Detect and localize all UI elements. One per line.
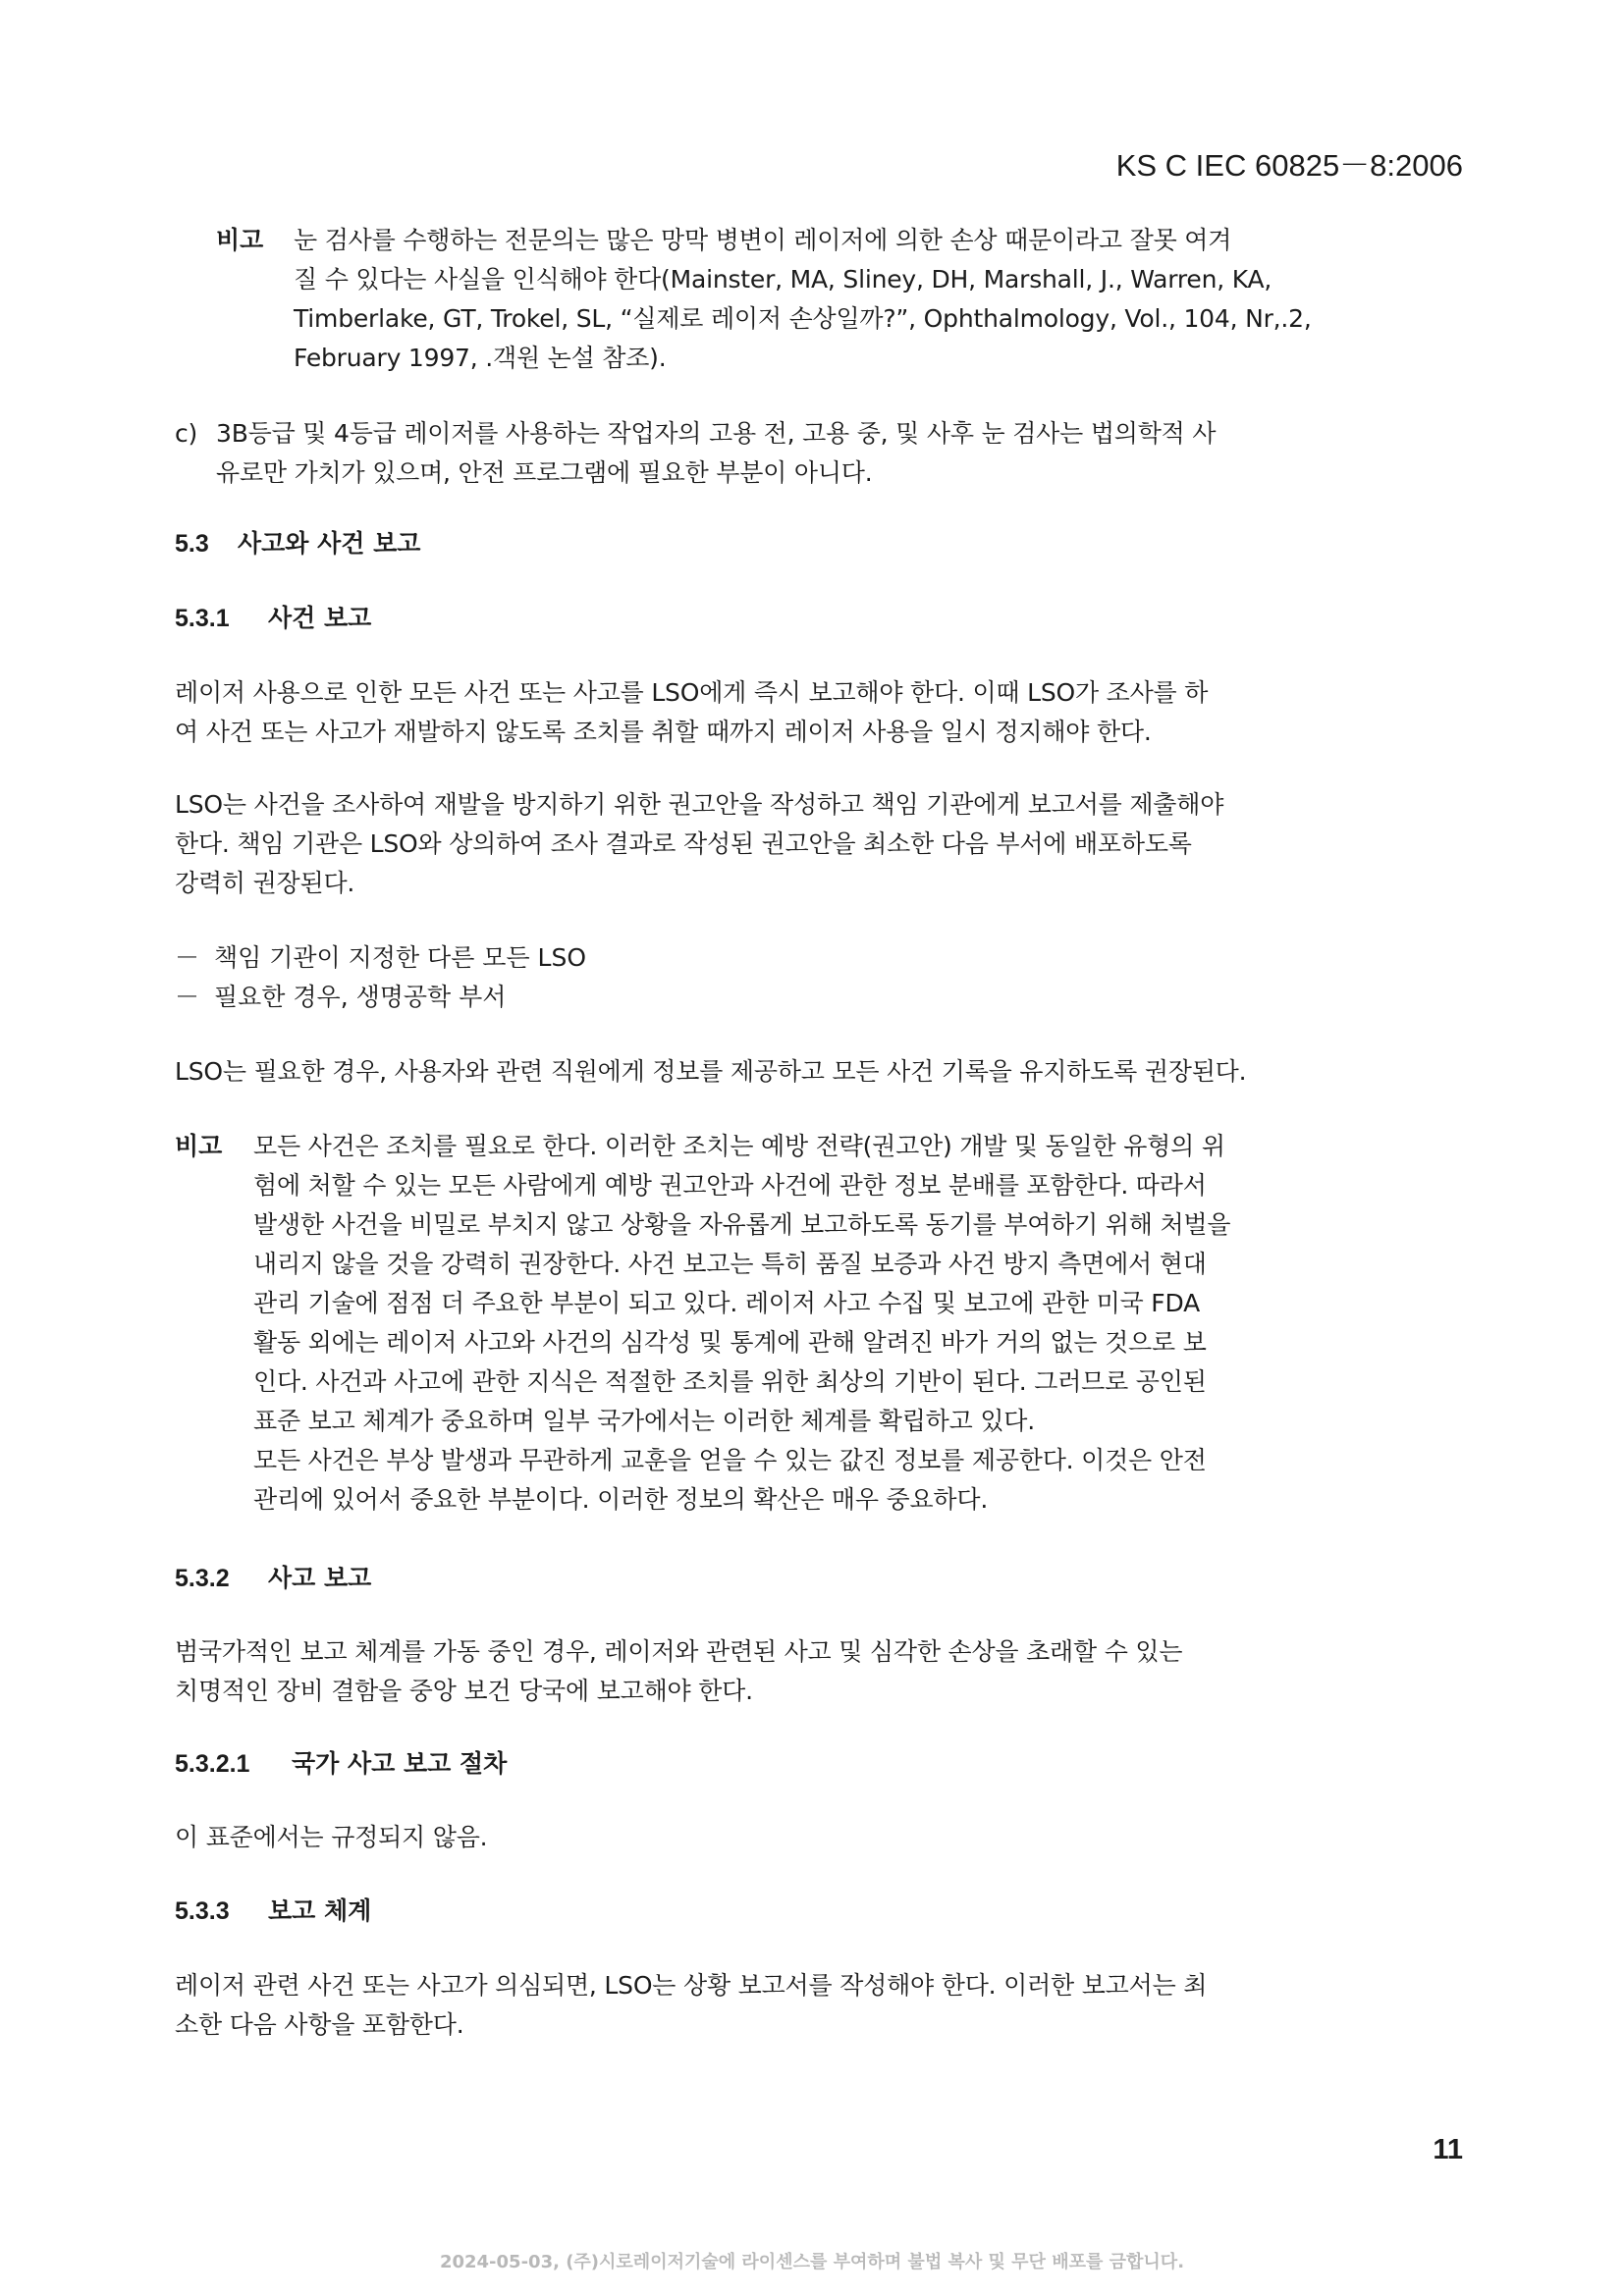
paragraph-line: 한다. 책임 기관은 LSO와 상의하여 조사 결과로 작성된 권고안을 최소한 다음 부서에 배포하도록	[175, 829, 1192, 858]
paragraph-line: 레이저 사용으로 인한 모든 사건 또는 사고를 LSO에게 즉시 보고해야 한다. 이때 LSO가 조사를 하	[175, 678, 1209, 707]
paragraph-not-specified: 이 표준에서는 규정되지 않음.	[175, 1823, 488, 1851]
paragraph-accident-report	[175, 1632, 1463, 1711]
paragraph-lso-records: LSO는 필요한 경우, 사용자와 관련 직원에게 정보를 제공하고 모든 사건 기록을 유지하도록 권장된다.	[175, 1057, 1247, 1086]
paragraph-lso-investigation	[175, 785, 1463, 903]
paragraph-line: LSO는 사건을 조사하여 재발을 방지하기 위한 권고안을 작성하고 책임 기관에게 보고서를 제출해야	[175, 790, 1224, 819]
note-line: 발생한 사건을 비밀로 부치지 않고 상황을 자유롭게 보고하도록 동기를 부여하기 위해 처벌을	[253, 1210, 1231, 1239]
paragraph-reporting-system	[175, 1966, 1463, 2045]
item-c-text	[216, 414, 1463, 493]
note-line: 모든 사건은 부상 발생과 무관하게 교훈을 얻을 수 있는 값진 정보를 제공한다. 이것은 안전	[253, 1446, 1207, 1474]
license-footer: 2024-05-03, (주)시로레이저기술에 라이센스를 부여하며 불법 복사 및 무단 배포를 금합니다.	[439, 2252, 1185, 2272]
item-line: 3B등급 및 4등급 레이저를 사용하는 작업자의 고용 전, 고용 중, 및 사후 눈 검사는 법의학적 사	[216, 419, 1217, 448]
note-line: 인다. 사건과 사고에 관한 지식은 적절한 조치를 위한 최상의 기반이 된다. 그러므로 공인된	[253, 1367, 1207, 1396]
section-heading-5-3-2-1	[175, 1744, 507, 1784]
note-label: 비고	[175, 1132, 223, 1160]
list-dash: －	[175, 943, 200, 972]
item-line: 유로만 가치가 있으며, 안전 프로그램에 필요한 부분이 아니다.	[216, 458, 873, 487]
paragraph-line: 강력히 권장된다.	[175, 869, 355, 897]
note-label: 비고	[216, 226, 264, 254]
note-line: 관리 기술에 점점 더 주요한 부분이 되고 있다. 레이저 사고 수집 및 보고에 관한 미국 FDA	[253, 1289, 1200, 1317]
section-heading-5-3-1	[175, 599, 371, 638]
section-title: 사고 보고	[268, 1564, 372, 1592]
note-2-text	[253, 1127, 1463, 1520]
note-1-text	[294, 221, 1463, 378]
list-item	[175, 938, 586, 978]
note-line: Timberlake, GT, Trokel, SL, “실제로 레이저 손상일까?”, Ophthalmology, Vol., 104, Nr,.2,	[294, 304, 1312, 333]
page-number: 11	[1433, 2134, 1463, 2165]
note-line: 활동 외에는 레이저 사고와 사건의 심각성 및 통계에 관해 알려진 바가 거의 없는 것으로 보	[253, 1328, 1207, 1357]
list-item	[175, 978, 506, 1017]
standard-code-header: KS C IEC 60825－8:2006	[1115, 148, 1463, 183]
section-title: 보고 체계	[268, 1896, 372, 1925]
paragraph-incident-report	[175, 673, 1463, 752]
section-number: 5.3.3	[175, 1897, 230, 1925]
note-line: 표준 보고 체계가 중요하며 일부 국가에서는 이러한 체계를 확립하고 있다.	[253, 1407, 1035, 1435]
note-line: 관리에 있어서 중요한 부분이다. 이러한 정보의 확산은 매우 중요하다.	[253, 1485, 989, 1514]
section-number: 5.3.2	[175, 1565, 230, 1592]
note-line: 모든 사건은 조치를 필요로 한다. 이러한 조치는 예방 전략(권고안) 개발 및 동일한 유형의 위	[253, 1132, 1225, 1160]
note-line: February 1997, .객원 논설 참조).	[294, 344, 667, 372]
list-dash: －	[175, 983, 200, 1011]
paragraph-line: 레이저 관련 사건 또는 사고가 의심되면, LSO는 상황 보고서를 작성해야 한다. 이러한 보고서는 최	[175, 1971, 1208, 2000]
note-line: 눈 검사를 수행하는 전문의는 많은 망막 병변이 레이저에 의한 손상 때문이라고 잘못 여겨	[294, 226, 1232, 254]
section-title: 국가 사고 보고 절차	[292, 1749, 508, 1778]
list-item-text: 책임 기관이 지정한 다른 모든 LSO	[214, 943, 587, 972]
section-title: 사고와 사건 보고	[238, 529, 421, 558]
section-title: 사건 보고	[268, 604, 372, 632]
section-heading-5-3-2	[175, 1559, 371, 1598]
paragraph-line: 소한 다음 사항을 포함한다.	[175, 2010, 464, 2039]
note-line: 험에 처할 수 있는 모든 사람에게 예방 권고안과 사건에 관한 정보 분배를 포함한다. 따라서	[253, 1171, 1207, 1200]
item-c-label: c)	[175, 419, 198, 448]
section-number: 5.3	[175, 530, 209, 558]
paragraph-line: 범국가적인 보고 체계를 가동 중인 경우, 레이저와 관련된 사고 및 심각한 손상을 초래할 수 있는	[175, 1637, 1183, 1666]
list-item-text: 필요한 경우, 생명공학 부서	[214, 983, 507, 1011]
paragraph-line: 치명적인 장비 결함을 중앙 보건 당국에 보고해야 한다.	[175, 1677, 753, 1705]
section-number: 5.3.2.1	[175, 1750, 250, 1778]
paragraph-line: 여 사건 또는 사고가 재발하지 않도록 조치를 취할 때까지 레이저 사용을 일시 정지해야 한다.	[175, 718, 1152, 746]
section-heading-5-3-3	[175, 1892, 371, 1931]
note-line: 질 수 있다는 사실을 인식해야 한다(Mainster, MA, Sliney, DH, Marshall, J., Warren, KA,	[294, 265, 1272, 294]
section-heading-5-3	[175, 524, 420, 563]
section-number: 5.3.1	[175, 605, 230, 632]
note-line: 내리지 않을 것을 강력히 권장한다. 사건 보고는 특히 품질 보증과 사건 방지 측면에서 현대	[253, 1250, 1207, 1278]
